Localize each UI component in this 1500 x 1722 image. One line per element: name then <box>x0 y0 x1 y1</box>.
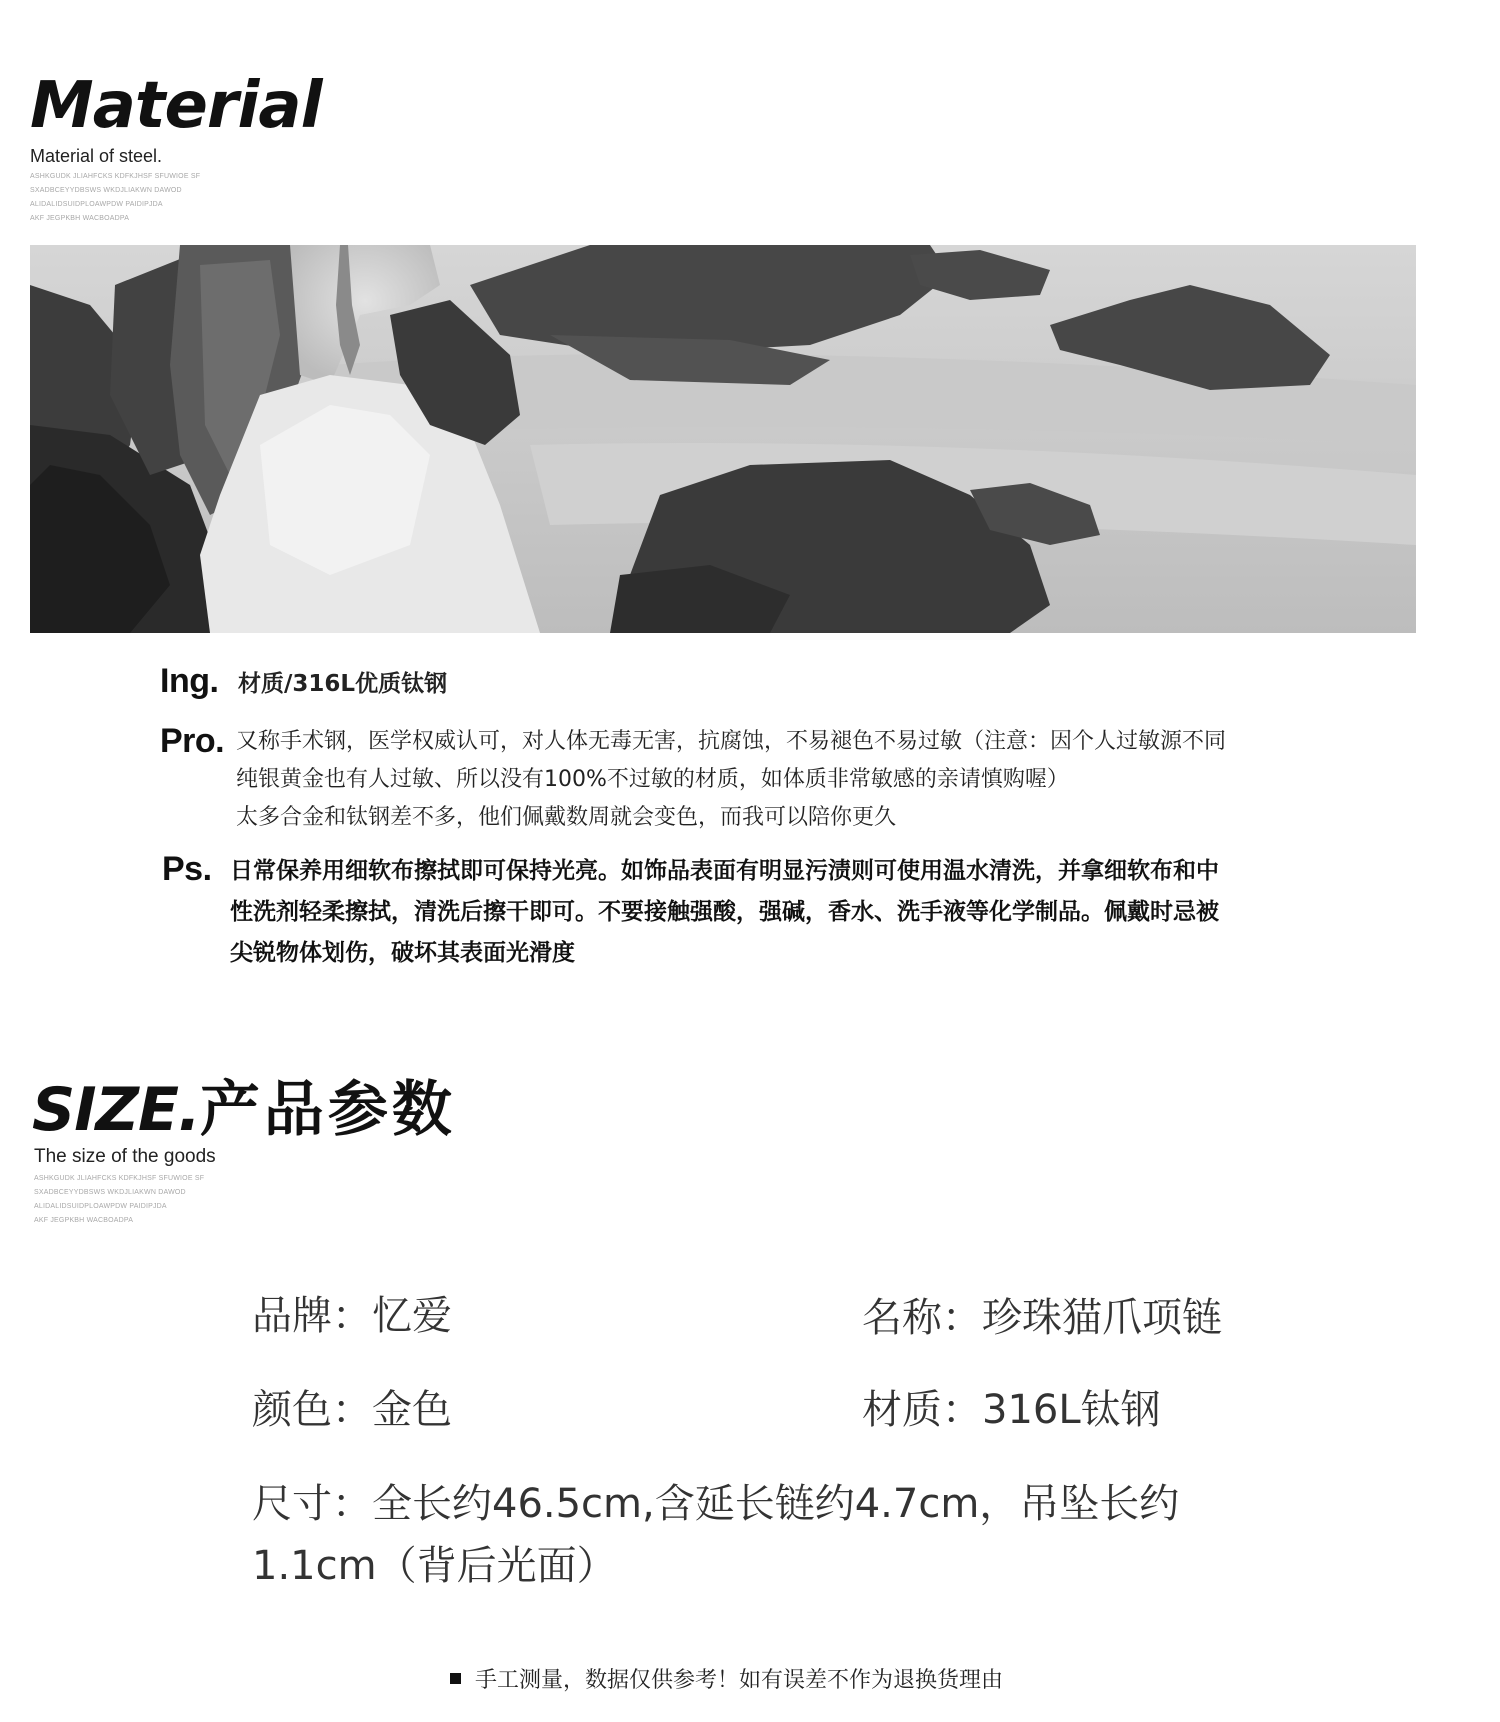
beach-portrait-photo <box>30 245 1416 633</box>
spec-size-line: 尺寸：全长约46.5cm,含延长链约4.7cm，吊坠长约 <box>252 1481 1180 1527</box>
tiny-line: ALIDALIDSUIDPLOAWPDW PAIDIPJDA <box>34 1203 167 1210</box>
ps-line: 尖锐物体划伤，破坏其表面光滑度 <box>230 940 575 966</box>
spec-color: 颜色：金色 <box>252 1387 452 1433</box>
size-decorative-text <box>34 1172 204 1228</box>
pro-tag: Pro. <box>160 722 225 760</box>
measurement-note <box>450 1663 1003 1694</box>
ps-line: 性洗剂轻柔擦拭，清洗后擦干即可。不要接触强酸，强碱，香水、洗手液等化学制品。佩戴时忌被 <box>230 899 1219 925</box>
size-subtitle: The size of the goods <box>34 1146 216 1167</box>
tiny-line: ALIDALIDSUIDPLOAWPDW PAIDIPJDA <box>30 201 163 208</box>
ps-line: 日常保养用细软布擦拭即可保持光亮。如饰品表面有明显污渍则可使用温水清洗，并拿细软布和中 <box>230 858 1219 884</box>
tiny-line: SXADBCEYYDBSWS WKDJLIAKWN DAWOD <box>30 187 182 194</box>
ps-tag: Ps. <box>162 850 212 888</box>
pro-line: 太多合金和钛钢差不多，他们佩戴数周就会变色，而我可以陪你更久 <box>236 805 897 830</box>
material-title: Material <box>30 69 322 143</box>
measurement-note-text: 手工测量，数据仅供参考！如有误差不作为退换货理由 <box>475 1668 1004 1693</box>
tiny-line: ASHKGUDK JLIAHFCKS KDFKJHSF SFUWIOE SF <box>30 173 201 180</box>
spec-size-line: 1.1cm（背后光面） <box>252 1543 617 1589</box>
size-title-en: SIZE. <box>32 1075 200 1145</box>
spec-name: 名称：珍珠猫爪项链 <box>862 1295 1222 1341</box>
spec-material: 材质：316L钛钢 <box>862 1387 1161 1433</box>
material-subtitle: Material of steel. <box>30 146 163 166</box>
spec-brand: 品牌：忆爱 <box>252 1293 452 1339</box>
bullet-square-icon <box>450 1673 461 1684</box>
size-title-cn: 产品参数 <box>199 1075 456 1145</box>
ing-tag: Ing. <box>160 662 219 700</box>
size-title <box>32 1075 456 1145</box>
tiny-line: ASHKGUDK JLIAHFCKS KDFKJHSF SFUWIOE SF <box>34 1175 205 1182</box>
pro-text <box>236 723 1226 837</box>
ing-text: 材质/316L优质钛钢 <box>238 671 448 697</box>
tiny-line: AKF JEGPKBH WACBOADPA <box>34 1217 134 1224</box>
pro-line: 又称手术钢，医学权威认可，对人体无毒无害，抗腐蚀，不易褪色不易过敏（注意：因个人过敏源不同 <box>236 729 1227 754</box>
ps-text <box>230 851 1219 974</box>
pro-line: 纯银黄金也有人过敏、所以没有100%不过敏的材质，如体质非常敏感的亲请慎购喔） <box>236 767 1069 792</box>
material-decorative-text <box>30 170 200 226</box>
tiny-line: AKF JEGPKBH WACBOADPA <box>30 215 130 222</box>
tiny-line: SXADBCEYYDBSWS WKDJLIAKWN DAWOD <box>34 1189 186 1196</box>
